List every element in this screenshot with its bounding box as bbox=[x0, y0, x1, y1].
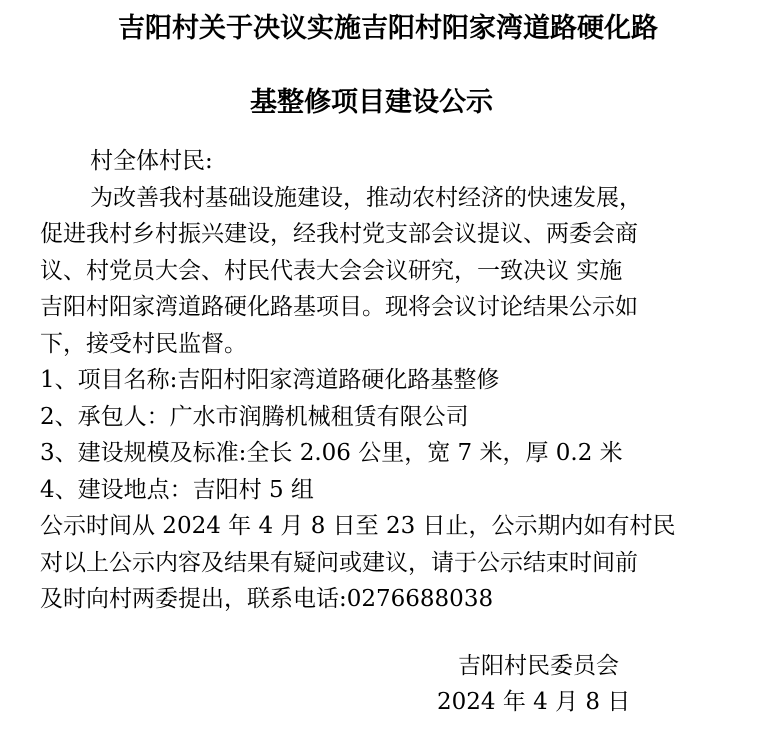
notice-body bbox=[40, 143, 676, 618]
paragraph-line-1: 为改善我村基础设施建设，推动农村经济的快速发展， bbox=[90, 184, 642, 211]
item-location: 4、建设地点：吉阳村 5 组 bbox=[40, 476, 314, 503]
signature-organization: 吉阳村民委员会 bbox=[458, 653, 619, 679]
paragraph-line-4: 吉阳村阳家湾道路硬化路基项目。现将会议讨论结果公示如 bbox=[40, 294, 638, 320]
item-project-name: 1、项目名称:吉阳村阳家湾道路硬化路基整修 bbox=[40, 367, 500, 393]
notice-line-1: 公示时间从 2024 年 4 月 8 日至 23 日止，公示期内如有村民 bbox=[40, 513, 676, 539]
salutation: 村全体村民: bbox=[90, 148, 213, 174]
title-line-2: 基整修项目建设公示 bbox=[250, 87, 493, 118]
signature-date: 2024 年 4 月 8 日 bbox=[437, 689, 631, 715]
item-contractor: 2、承包人：广水市润腾机械租赁有限公司 bbox=[40, 403, 469, 430]
notice-line-2: 对以上公示内容及结果有疑问或建议，请于公示结束时间前 bbox=[40, 549, 638, 576]
paragraph-line-5: 下，接受村民监督。 bbox=[40, 330, 247, 357]
paragraph-line-2: 促进我村乡村振兴建设，经我村党支部会议提议、两委会商 bbox=[40, 221, 638, 247]
paragraph-line-3: 议、村党员大会、村民代表大会会议研究，一致决议 实施 bbox=[40, 257, 623, 284]
notice-line-3: 及时向村两委提出，联系电话:0276688038 bbox=[40, 586, 494, 612]
item-scale: 3、建设规模及标准:全长 2.06 公里，宽 7 米，厚 0.2 米 bbox=[40, 440, 623, 466]
title-line-1: 吉阳村关于决议实施吉阳村阳家湾道路硬化路 bbox=[118, 13, 658, 44]
